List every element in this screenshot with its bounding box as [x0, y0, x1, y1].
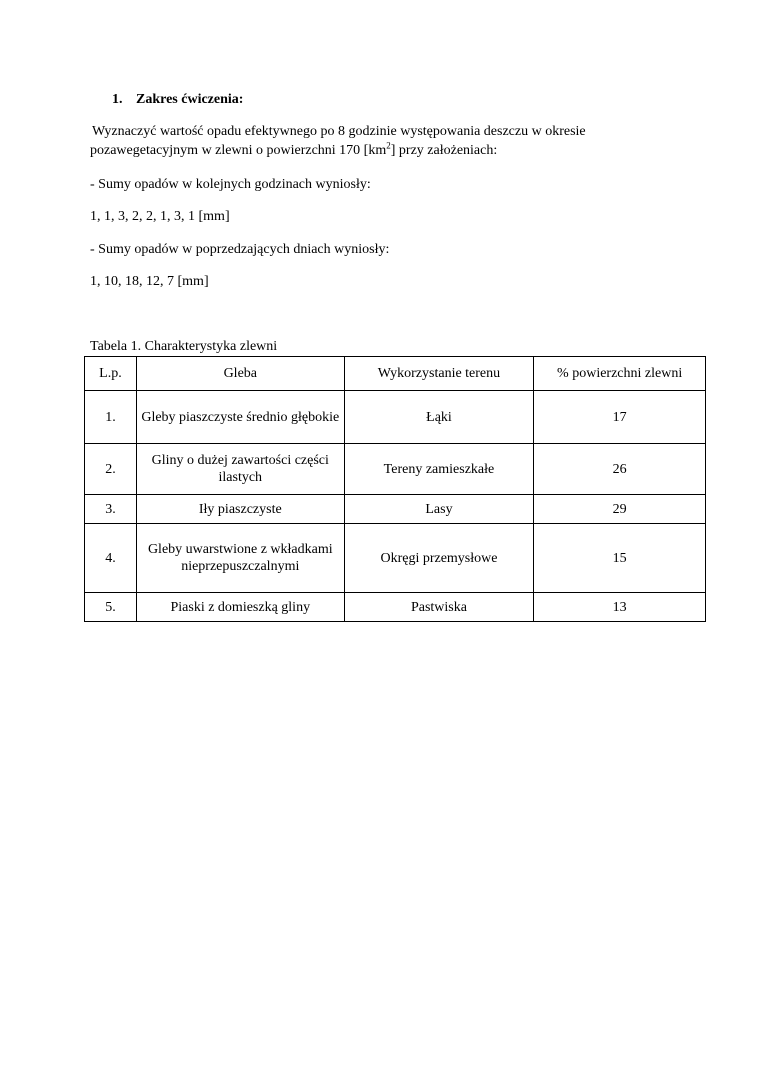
cell-teren: Lasy — [344, 495, 534, 524]
hourly-precipitation-label: - Sumy opadów w kolejnych godzinach wyniosły: — [90, 177, 371, 192]
section-number: 1. — [112, 92, 123, 107]
header-lp: L.p. — [85, 357, 137, 391]
task-line-2 — [90, 141, 690, 160]
cell-procent: 17 — [534, 391, 706, 444]
table-caption: Tabela 1. Charakterystyka zlewni — [90, 339, 278, 354]
header-gleba: Gleba — [136, 357, 344, 391]
catchment-table — [84, 356, 706, 622]
cell-gleba: Gleby uwarstwione z wkładkami nieprzepuszczalnymi — [136, 524, 344, 593]
cell-procent: 26 — [534, 444, 706, 495]
cell-lp: 1. — [85, 391, 137, 444]
cell-gleba: Iły piaszczyste — [136, 495, 344, 524]
cell-gleba: Gleby piaszczyste średnio głębokie — [136, 391, 344, 444]
cell-teren: Pastwiska — [344, 593, 534, 622]
task-line-2-end: ] przy założeniach: — [390, 143, 498, 158]
cell-procent: 15 — [534, 524, 706, 593]
task-line-2-text: pozawegetacyjnym w zlewni o powierzchni 170 [km — [90, 143, 387, 158]
cell-procent: 13 — [534, 593, 706, 622]
table-row — [85, 495, 706, 524]
table-header-row — [85, 357, 706, 391]
cell-teren: Łąki — [344, 391, 534, 444]
task-line-1: Wyznaczyć wartość opadu efektywnego po 8 godzinie występowania deszczu w okresie — [92, 124, 586, 139]
cell-teren: Tereny zamieszkałe — [344, 444, 534, 495]
cell-procent: 29 — [534, 495, 706, 524]
hourly-precipitation-values: 1, 1, 3, 2, 2, 1, 3, 1 [mm] — [90, 209, 230, 224]
table-row — [85, 391, 706, 444]
cell-gleba: Gliny o dużej zawartości części ilastych — [136, 444, 344, 495]
section-heading — [112, 92, 243, 108]
task-description — [90, 122, 690, 160]
cell-teren: Okręgi przemysłowe — [344, 524, 534, 593]
cell-lp: 5. — [85, 593, 137, 622]
section-title: Zakres ćwiczenia: — [136, 92, 244, 107]
table-row — [85, 524, 706, 593]
header-procent: % powierzchni zlewni — [534, 357, 706, 391]
cell-gleba: Piaski z domieszką gliny — [136, 593, 344, 622]
cell-lp: 2. — [85, 444, 137, 495]
header-wykorzystanie: Wykorzystanie terenu — [344, 357, 534, 391]
area-unit-exponent: 2 — [386, 140, 391, 151]
daily-precipitation-label: - Sumy opadów w poprzedzających dniach wyniosły: — [90, 242, 390, 257]
table-row — [85, 593, 706, 622]
table-row — [85, 444, 706, 495]
cell-lp: 4. — [85, 524, 137, 593]
daily-precipitation-values: 1, 10, 18, 12, 7 [mm] — [90, 274, 209, 289]
cell-lp: 3. — [85, 495, 137, 524]
